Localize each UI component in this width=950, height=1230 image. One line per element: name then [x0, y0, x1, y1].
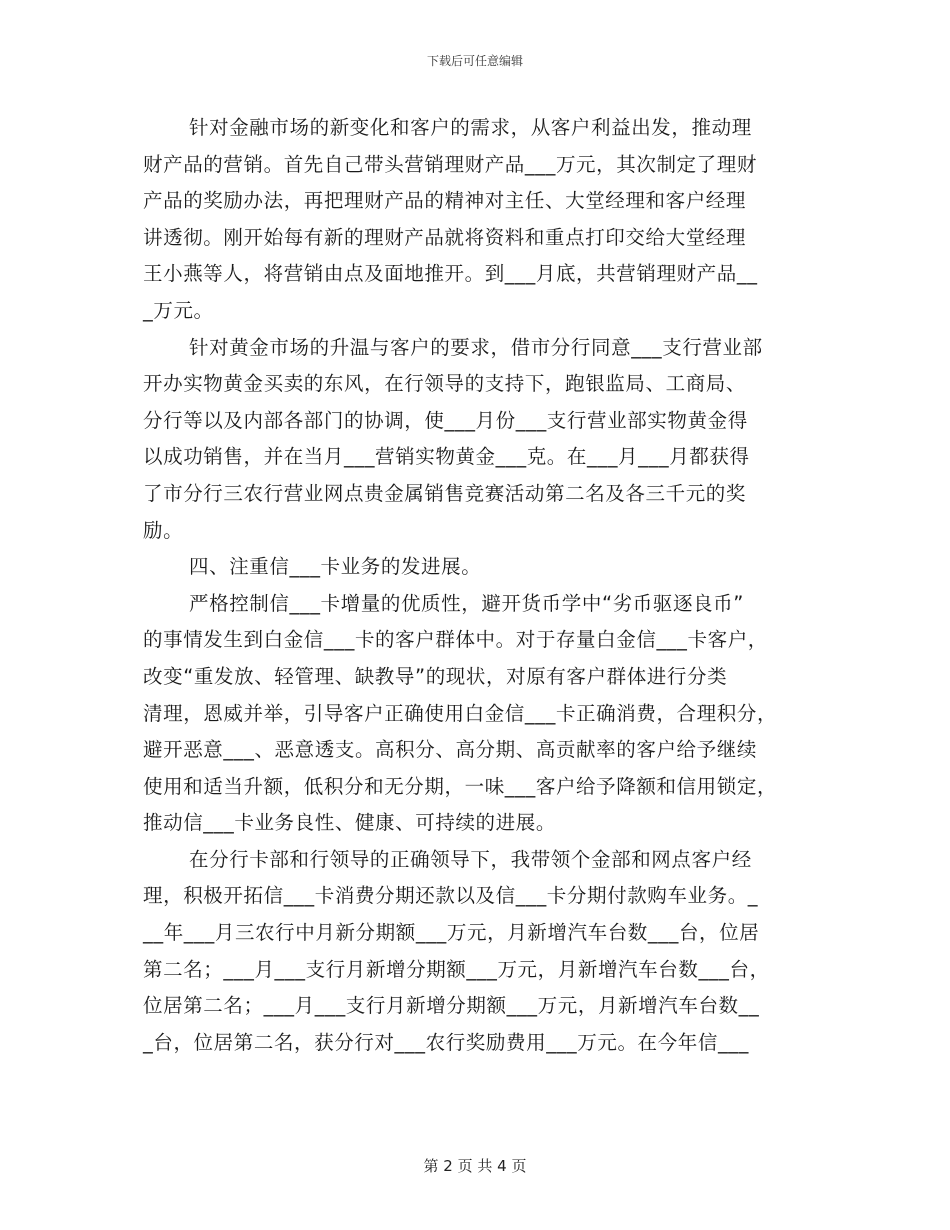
text-line: 产品的奖励办法，再把理财产品的精神对主任、大堂经理和客户经理 [143, 189, 747, 213]
text-line: 使用和适当升额，低积分和无分期，一味___客户给予降额和信用锁定， [143, 774, 778, 798]
text-line: 励。 [143, 518, 184, 542]
text-line: 针对金融市场的新变化和客户的需求，从客户利益出发，推动理 [189, 116, 752, 139]
text-line: 第二名；___月___支行月新增分期额___万元，月新增汽车台数___台， [143, 957, 770, 981]
page-header: 下载后可任意编辑 [426, 54, 523, 68]
text-line: 开办实物黄金买卖的东风，在行领导的支持下，跑银监局、工商局、 [143, 372, 747, 396]
text-line: 了市分行三农行营业网点贵金属销售竞赛活动第二名及各三千元的奖 [143, 481, 747, 505]
text-line: 推动信___卡业务良性、健康、可持续的进展。 [143, 811, 556, 835]
text-line: 讲透彻。刚开始每有新的理财产品就将资料和重点打印交给大堂经理 [143, 225, 747, 249]
text-line: 位居第二名；___月___支行月新增分期额___万元，月新增汽车台数__ [143, 994, 760, 1018]
document-body [143, 110, 813, 1061]
text-line: 财产品的营销。首先自己带头营销理财产品___万元，其次制定了理财 [143, 152, 757, 176]
text-line: 王小燕等人，将营销由点及面地推开。到___月底，共营销理财产品__ [143, 262, 758, 286]
text-line: 改变“重发放、轻管理、缺教导”的现状，对原有客户群体进行分类 [143, 664, 728, 688]
text-line: 清理，恩威并举，引导客户正确使用白金信___卡正确消费，合理积分， [143, 701, 778, 725]
text-line: 理，积极开拓信___卡消费分期还款以及信___卡分期付款购车业务。_ [143, 884, 759, 908]
text-line: 的事情发生到白金信___卡的客户群体中。对于存量白金信___卡客户， [143, 628, 768, 652]
text-line: _万元。 [143, 298, 214, 322]
text-line: 分行等以及内部各部门的协调，使___月份___支行营业部实物黄金得 [143, 408, 748, 432]
text-line: 严格控制信___卡增量的优质性，避开货币学中“劣币驱逐良币” [189, 591, 744, 615]
text-line: 以成功销售，并在当月___营销实物黄金___克。在___月___月都获得 [143, 445, 750, 469]
text-line: 在分行卡部和行领导的正确领导下，我带领个金部和网点客户经 [189, 847, 752, 871]
section-heading: 四、注重信___卡业务的发进展。 [189, 555, 482, 579]
text-line: 避开恶意___、恶意透支。高积分、高分期、高贡献率的客户给予继续 [143, 738, 757, 762]
text-line: 针对黄金市场的升温与客户的要求，借市分行同意___支行营业部 [189, 335, 763, 359]
page-number: 第 2 页 共 4 页 [423, 1157, 527, 1175]
text-line: __年___月三农行中月新分期额___万元，月新增汽车台数___台，位居 [143, 921, 760, 945]
text-line: _台，位居第二名，获分行对___农行奖励费用___万元。在今年信___ [143, 1030, 750, 1054]
